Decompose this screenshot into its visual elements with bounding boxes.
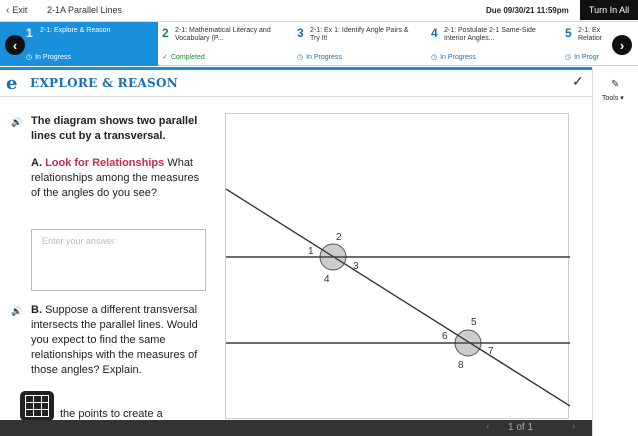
calculator-button[interactable] [20,391,54,421]
clock-icon: ◷ [297,54,304,61]
next-step-button[interactable] [612,35,632,55]
step-3[interactable]: 3 2-1: Ex 1: Identify Angle Pairs & Try It! ◷ In Progress [297,26,409,61]
speaker-icon[interactable]: 🔊 [11,117,23,127]
tools-panel [592,67,638,436]
angle-label-4: 4 [324,274,330,285]
clock-icon: ◷ [565,54,572,61]
parallel-lines-diagram [225,113,569,419]
checkmark-icon: ✓ [162,54,168,61]
bottom-bar [0,420,592,436]
angle-label-2: 2 [336,232,342,243]
chevron-left-icon: ‹ [12,37,18,53]
check-icon[interactable]: ✓ [572,73,584,89]
due-date: Due 09/30/21 11:59pm [486,6,569,15]
question-a: A. Look for Relationships What relationships among the measures of the angles do you see? [31,157,200,199]
step-status: ◷ In Progress [431,54,476,61]
angle-label-5: 5 [471,317,477,328]
look-for-relationships-link[interactable]: Look for Relationships [45,157,165,169]
step-4[interactable]: 4 2-1: Postulate 2-1 Same-Side Interior Angles... ◷ In Progress [431,26,536,61]
step-navigation [0,22,638,66]
speaker-icon[interactable]: 🔊 [11,306,23,316]
question-b: B. Suppose a different transversal intersects the parallel lines. Would you expect to find the same relationships with the measures of those angles? Explain. [31,304,198,376]
exit-button[interactable]: ‹ Exit [6,5,28,16]
clock-icon: ◷ [431,54,438,61]
angle-label-7: 7 [488,346,494,357]
next-page-button[interactable]: › [572,421,576,432]
question-c-partial: the points to create a [60,408,163,420]
answer-input[interactable] [42,236,202,246]
page-indicator: 1 of 1 [508,422,534,433]
angle-label-3: 3 [353,261,359,272]
step-1[interactable]: 1 2-1: Explore & Reason ◷ In Progress [0,22,158,66]
clock-icon: ◷ [26,54,33,61]
angle-label-8: 8 [458,360,464,371]
answer-box[interactable] [31,229,206,291]
section-header [0,67,592,97]
section-accent-bar [0,67,592,70]
diagram-svg [226,114,570,420]
envision-logo: e [6,73,18,94]
step-status: ◷ In Progress [297,54,342,61]
wrench-icon[interactable]: ✎ [611,79,620,90]
section-title: EXPLORE & REASON [30,76,178,90]
lesson-title: 2-1A Parallel Lines [47,5,123,15]
step-status: ◷ In Progress [26,54,71,61]
angle-label-6: 6 [442,331,448,342]
tools-menu-button[interactable]: Tools ▾ [602,95,624,102]
prev-page-button[interactable]: ‹ [486,421,490,432]
top-bar [0,0,638,22]
calculator-icon [25,395,49,417]
chevron-right-icon: › [619,37,625,53]
chevron-left-icon: ‹ [6,5,10,16]
turn-in-all-button[interactable]: Turn In All [580,0,638,20]
prev-step-button[interactable] [5,35,25,55]
angle-label-1: 1 [308,246,314,257]
step-5[interactable]: 5 2-1: Ex Relatior ◷ In Progr [565,26,603,61]
main-content [0,98,592,420]
step-status: ◷ In Progr [565,54,600,61]
step-status: ✓ Completed [162,54,205,61]
question-intro: The diagram shows two parallel lines cut by a transversal. [31,115,198,142]
step-2[interactable]: 2 2-1: Mathematical Literacy and Vocabulary (P... ✓ Completed [162,26,271,61]
